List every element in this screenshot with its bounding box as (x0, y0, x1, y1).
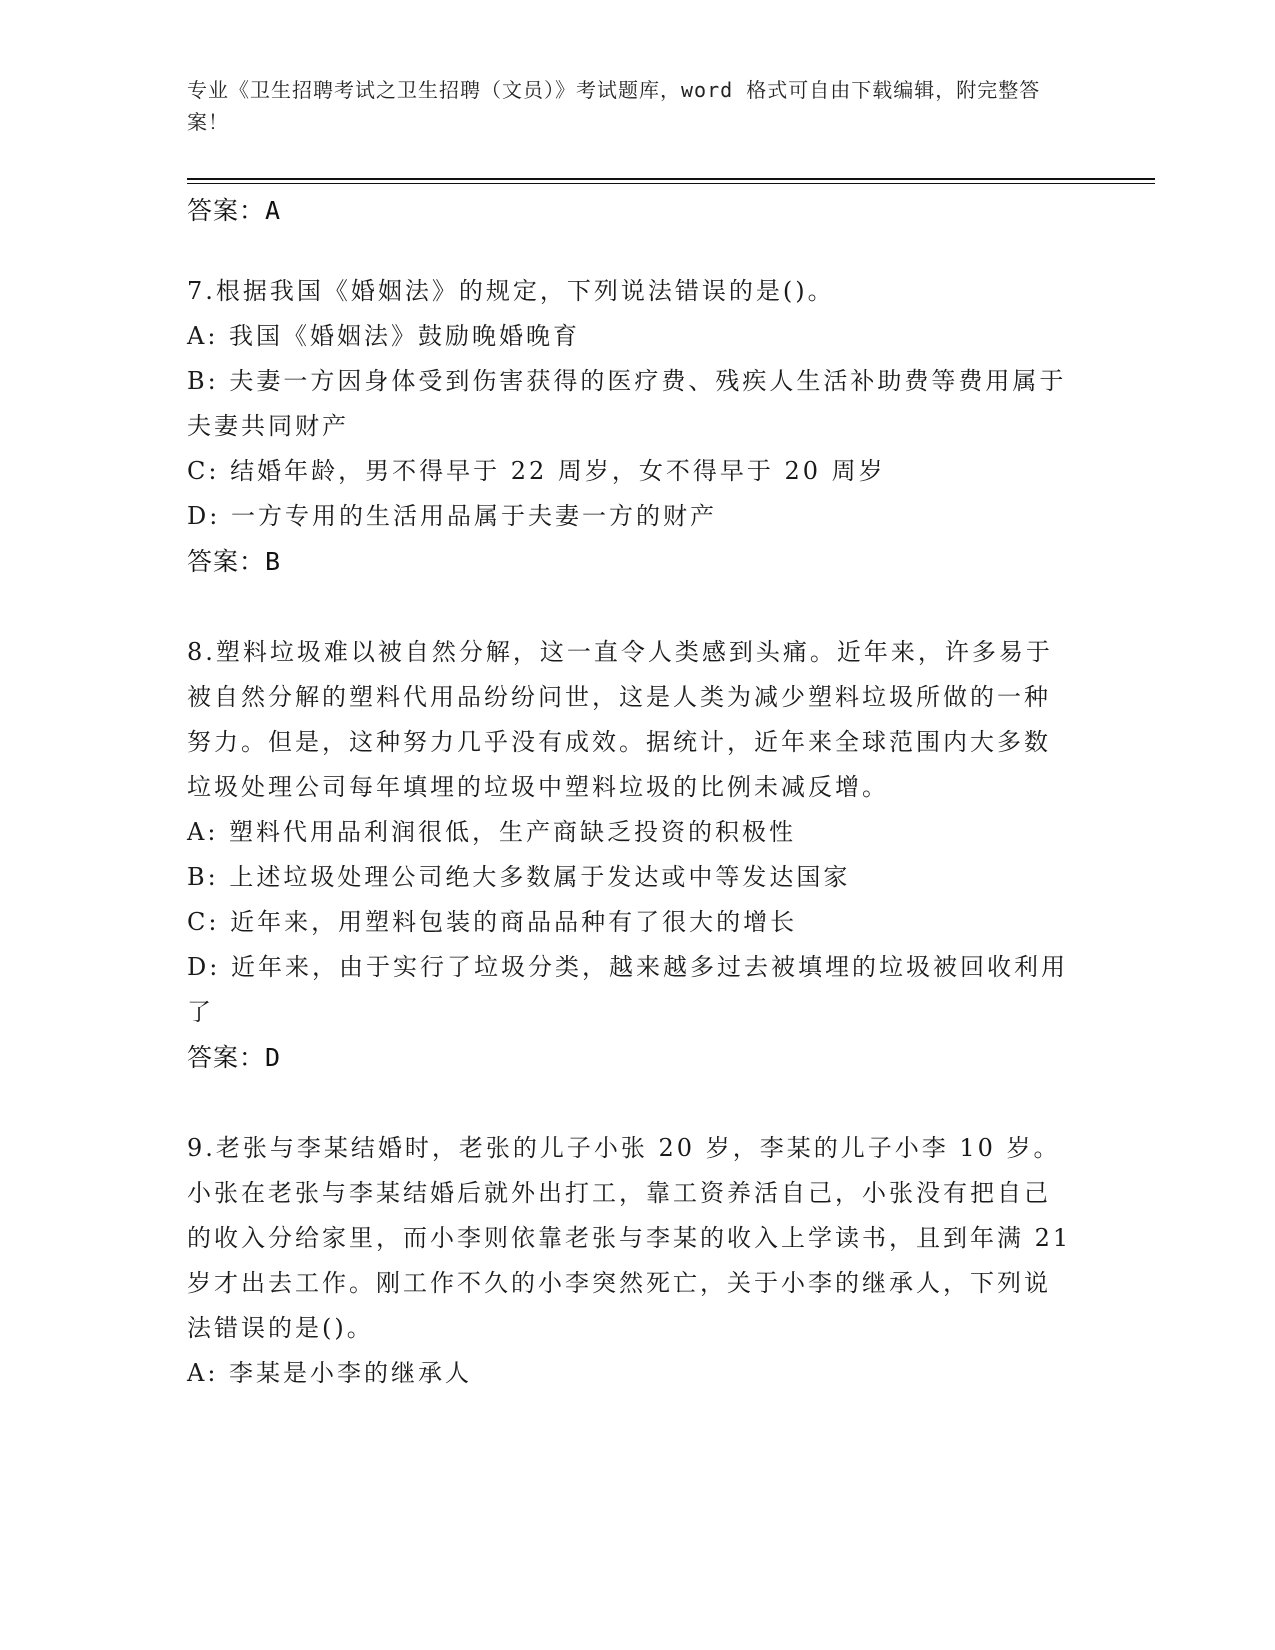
question-9-option-a: A: 李某是小李的继承人 (187, 1359, 473, 1387)
question-7-option-d: D: 一方专用的生活用品属于夫妻一方的财产 (187, 502, 717, 530)
question-content (187, 188, 1077, 1396)
question-8-stem: 8.塑料垃圾难以被自然分解，这一直令人类感到头痛。近年来，许多易于被自然分解的塑料代用品纷纷问世，这是人类为减少塑料垃圾所做的一种努力。但是，这种努力几乎没有成效。据统计，近年来全球范围内大多数垃圾处理公司每年填埋的垃圾中塑料垃圾的比例未减反增。 (187, 638, 1053, 801)
header-divider-thick (187, 178, 1155, 180)
question-8-option-a: A: 塑料代用品利润很低，生产商缺乏投资的积极性 (187, 818, 797, 846)
question-7-stem: 7.根据我国《婚姻法》的规定，下列说法错误的是()。 (187, 277, 835, 305)
question-8-option-b: B: 上述垃圾处理公司绝大多数属于发达或中等发达国家 (187, 863, 851, 891)
question-8-option-d: D: 近年来，由于实行了垃圾分类，越来越多过去被填埋的垃圾被回收利用了 (187, 953, 1068, 1026)
answer-8: 答案：D (187, 1043, 282, 1072)
question-8 (187, 630, 1077, 1080)
page-header: 专业《卫生招聘考试之卫生招聘（文员）》考试题库，word 格式可自由下载编辑，附完整答案！ (187, 78, 1041, 134)
answer-6: 答案：A (187, 196, 282, 225)
question-7-option-b: B: 夫妻一方因身体受到伤害获得的医疗费、残疾人生活补助费等费用属于夫妻共同财产 (187, 367, 1067, 440)
question-9 (187, 1126, 1077, 1396)
question-7 (187, 269, 1077, 584)
question-7-option-c: C: 结婚年龄，男不得早于 22 周岁，女不得早于 20 周岁 (187, 457, 886, 485)
question-9-stem: 9.老张与李某结婚时，老张的儿子小张 20 岁，李某的儿子小李 10 岁。小张在老张与李某结婚后就外出打工，靠工资养活自己，小张没有把自己的收入分给家里，而小李则依靠老张与李某的收入上学读书，且到年满 21 岁才出去工作。刚工作不久的小李突然死亡，关于小李的继承人，下列说法错误的是()。 (187, 1134, 1072, 1342)
answer-7: 答案：B (187, 547, 282, 576)
question-7-option-a: A: 我国《婚姻法》鼓励晚婚晚育 (187, 322, 581, 350)
question-8-option-c: C: 近年来，用塑料包装的商品品种有了很大的增长 (187, 908, 798, 936)
header-divider-thin (187, 183, 1155, 184)
